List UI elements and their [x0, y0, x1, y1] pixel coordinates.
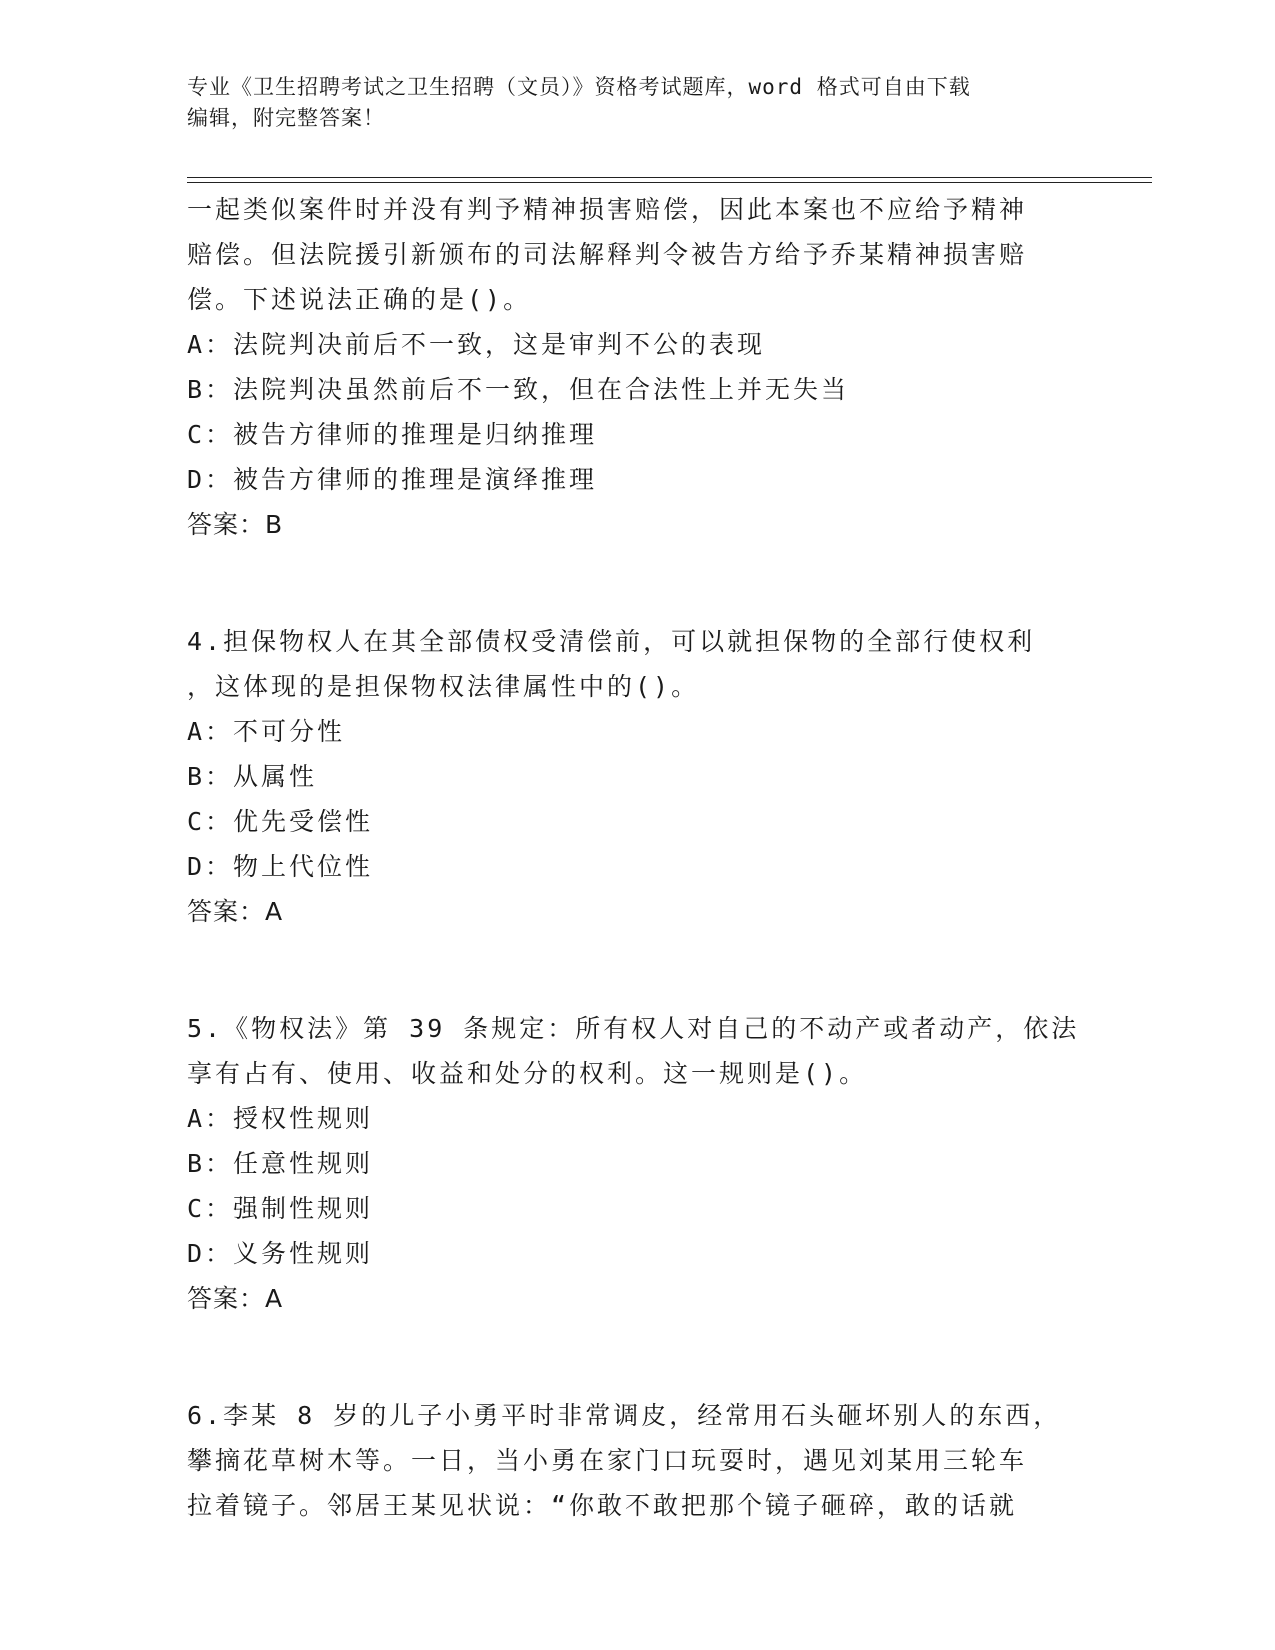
- option-b: B：从属性: [187, 762, 318, 791]
- option-c: C：优先受偿性: [187, 807, 374, 836]
- question-5: [187, 1006, 1087, 1321]
- answer: 答案：B: [187, 510, 284, 539]
- header-divider: [187, 177, 1152, 183]
- header-line-1: 专业《卫生招聘考试之卫生招聘（文员）》资格考试题库，word 格式可自由下载: [187, 75, 971, 99]
- option-b: B：法院判决虽然前后不一致，但在合法性上并无失当: [187, 375, 850, 404]
- question-list: [187, 187, 1087, 1528]
- option-d: D：物上代位性: [187, 852, 374, 881]
- answer: 答案：A: [187, 897, 284, 926]
- question-text: 赔偿。但法院援引新颁布的司法解释判令被告方给予乔某精神损害赔: [187, 240, 1028, 269]
- question-text: 享有占有、使用、收益和处分的权利。这一规则是()。: [187, 1059, 868, 1088]
- option-a: A：授权性规则: [187, 1104, 374, 1133]
- option-c: C：强制性规则: [187, 1194, 374, 1223]
- option-d: D：义务性规则: [187, 1239, 374, 1268]
- header-line-2: 编辑，附完整答案！: [187, 106, 385, 130]
- option-c: C：被告方律师的推理是归纳推理: [187, 420, 598, 449]
- question-4: [187, 619, 1087, 934]
- spacer: [187, 1321, 1087, 1393]
- question-6: [187, 1393, 1087, 1528]
- option-a: A：不可分性: [187, 717, 346, 746]
- question-text: 5.《物权法》第 39 条规定：所有权人对自己的不动产或者动产，依法: [187, 1014, 1080, 1043]
- question-text: 一起类似案件时并没有判予精神损害赔偿，因此本案也不应给予精神: [187, 195, 1028, 224]
- spacer: [187, 547, 1087, 619]
- question-text: 4.担保物权人在其全部债权受清偿前，可以就担保物的全部行使权利: [187, 627, 1036, 656]
- question-text: 偿。下述说法正确的是()。: [187, 285, 532, 314]
- spacer: [187, 934, 1087, 1006]
- document-header: [187, 72, 1067, 134]
- question-text: 6.李某 8 岁的儿子小勇平时非常调皮，经常用石头砸坏别人的东西，: [187, 1401, 1062, 1430]
- question-text: ，这体现的是担保物权法律属性中的()。: [187, 672, 700, 701]
- option-d: D：被告方律师的推理是演绎推理: [187, 465, 598, 494]
- answer: 答案：A: [187, 1284, 284, 1313]
- question-text: 拉着镜子。邻居王某见状说：“你敢不敢把那个镜子砸碎，敢的话就: [187, 1491, 1018, 1520]
- question-text: 攀摘花草树木等。一日，当小勇在家门口玩耍时，遇见刘某用三轮车: [187, 1446, 1028, 1475]
- question-3: [187, 187, 1087, 547]
- option-b: B：任意性规则: [187, 1149, 374, 1178]
- option-a: A：法院判决前后不一致，这是审判不公的表现: [187, 330, 766, 359]
